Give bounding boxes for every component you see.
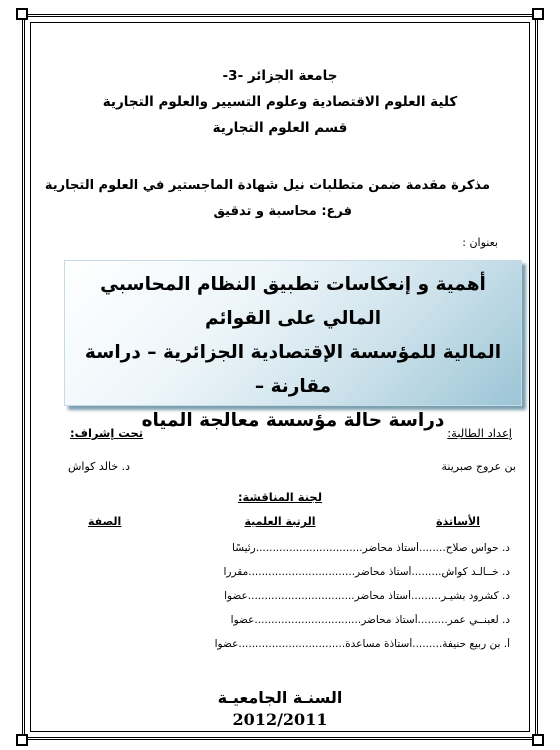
jury-member-role: مقررا — [223, 566, 249, 578]
jury-row: د. خــالـد كواش.........أستاذ محاضر................................مقررا — [223, 566, 510, 578]
jury-row: د. حواس صلاح........أستاذ محاضر................................رئيسًا — [232, 542, 510, 554]
thesis-title-line: دراسة حالة مؤسسة معالجة المياه — [141, 410, 445, 431]
thesis-title-line: المالية للمؤسسة الإقتصادية الجزائرية – دراسة مقارنة – — [84, 342, 502, 397]
jury-member-rank: أستاذ محاضر — [361, 614, 418, 626]
department-name: قسم العلوم التجارية — [212, 120, 348, 136]
jury-member-rank: أستاذ محاضر — [354, 590, 412, 602]
jury-member-role: عضوا — [230, 614, 255, 626]
corner-ornament — [532, 8, 544, 20]
jury-member-name: د. خــالـد كواش — [441, 566, 510, 578]
titled-label: بعنوان : — [462, 236, 498, 249]
jury-header-rank: الرتبة العلمية — [244, 515, 316, 528]
thesis-title-line: أهمية و إنعكاسات تطبيق النظام المحاسبي المالي على القوائم — [100, 274, 486, 329]
academic-year-label: السنـة الجامعيـة — [217, 688, 343, 707]
jury-member-rank: أستاذة مساعدة — [345, 638, 413, 650]
jury-label: لجنة المناقشة: — [237, 490, 323, 504]
jury-member-role: عضوا — [224, 590, 248, 602]
jury-header-role: الصفة — [88, 515, 122, 528]
corner-ornament — [532, 734, 544, 746]
branch-label: فرع: محاسبة و تدقيق — [213, 204, 352, 219]
jury-member-name: د. كشرود بشيـر — [441, 590, 510, 602]
academic-year: 2012/2011 — [232, 710, 328, 729]
faculty-name: كلية العلوم الاقتصادية وعلوم التسيير والعلوم التجارية — [102, 94, 458, 110]
jury-header-professors: الأساتذة — [436, 515, 480, 528]
jury-member-role: رئيسًا — [232, 542, 256, 554]
jury-member-name: د. لعبنــي عمر — [447, 614, 510, 626]
student-name: بن عروج صبرينة — [441, 460, 516, 473]
corner-ornament — [16, 8, 28, 20]
jury-row: د. لعبنــي عمر.........أستاذ محاضر................................عضوا — [230, 614, 510, 626]
jury-member-rank: أستاذ محاضر — [362, 542, 419, 554]
jury-member-rank: أستاذ محاضر — [355, 566, 412, 578]
university-name: جامعة الجزائر -3- — [222, 68, 338, 84]
jury-member-role: عضوا — [214, 638, 239, 650]
jury-member-name: أ. بن ربيع حنيفة — [442, 638, 510, 650]
supervision-label: تحت إشراف: — [70, 426, 144, 440]
jury-row: أ. بن ربيع حنيفة.........أستاذة مساعدة................................عضوا — [214, 638, 510, 650]
supervisor-name: د. خالد كواش — [68, 460, 131, 473]
prepared-by-label: إعداد الطالبة: — [447, 426, 512, 440]
jury-member-name: د. حواس صلاح — [445, 542, 510, 554]
thesis-title — [70, 268, 516, 438]
corner-ornament — [16, 734, 28, 746]
jury-row: د. كشرود بشيـر.........أستاذ محاضر................................عضوا — [224, 590, 510, 602]
memoir-statement: مذكرة مقدمة ضمن متطلبات نيل شهادة الماجستير في العلوم التجارية — [44, 178, 490, 193]
